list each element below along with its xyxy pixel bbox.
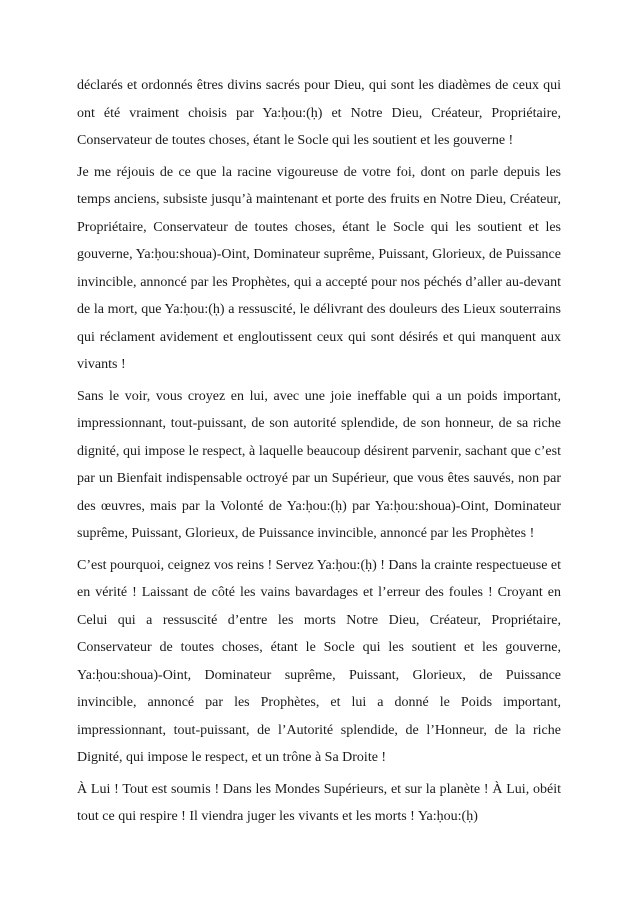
paragraph: À Lui ! Tout est soumis ! Dans les Mondes Supérieurs, et sur la planète ! À Lui, obéit tout ce qui respire ! Il viendra juger les vivants et les morts ! Ya:ḥou:(ḥ) [77,781,561,824]
paragraph: C’est pourquoi, ceignez vos reins ! Servez Ya:ḥou:(ḥ) ! Dans la crainte respectueuse et en vérité ! Laissant de côté les vains bavardages et l’erreur des foules ! Croyant en Celui qui a ressuscité d’entre les morts Notre Dieu, Créateur, Propriétaire, Conservateur de toutes choses, étant le Socle qui les soutient et les gouverne, Ya:ḥou:shoua)-Oint, Dominateur suprême, Puissant, Glorieux, de Puissance invincible, annoncé par les Prophètes, et lui a donné le Poids important, impressionnant, tout-puissant, de l’Autorité splendide, de l’Honneur, de la riche Dignité, qui impose le respect, et un trône à Sa Droite ! [77,557,562,765]
paragraph: déclarés et ordonnés êtres divins sacrés pour Dieu, qui sont les diadèmes de ceux qui ont été vraiment choisis par Ya:ḥou:(ḥ) et Notre Dieu, Créateur, Propriétaire, Conservateur de toutes choses, étant le Socle qui les soutient et les gouverne ! [77,78,561,148]
body-text [77,72,561,835]
paragraph: Sans le voir, vous croyez en lui, avec une joie ineffable qui a un poids important, impressionnant, tout-puissant, de son autorité splendide, de son honneur, de sa riche dignité, qui impose le respect, à laquelle beaucoup désirent parvenir, sachant que c’est par un Bienfait indispensable octroyé par un Supérieur, que vous êtes sauvés, non par des œuvres, mais par la Volonté de Ya:ḥou:(ḥ) par Ya:ḥou:shoua)-Oint, Dominateur suprême, Puissant, Glorieux, de Puissance invincible, annoncé par les Prophètes ! [77,388,561,541]
paragraph: Je me réjouis de ce que la racine vigoureuse de votre foi, dont on parle depuis les temps anciens, subsiste jusqu’à maintenant et porte des fruits en Notre Dieu, Créateur, Propriétaire, Conservateur de toutes choses, étant le Socle qui les soutient et les gouverne, Ya:ḥou:shoua)-Oint, Dominateur suprême, Puissant, Glorieux, de Puissance invincible, annoncé par les Prophètes, qui a accepté pour nos péchés d’aller au-devant de la mort, que Ya:ḥou:(ḥ) a ressuscité, le délivrant des douleurs des Lieux souterrains qui réclament avidement et engloutissent ceux qui sont désirés et qui manquent aux vivants ! [77,164,561,372]
